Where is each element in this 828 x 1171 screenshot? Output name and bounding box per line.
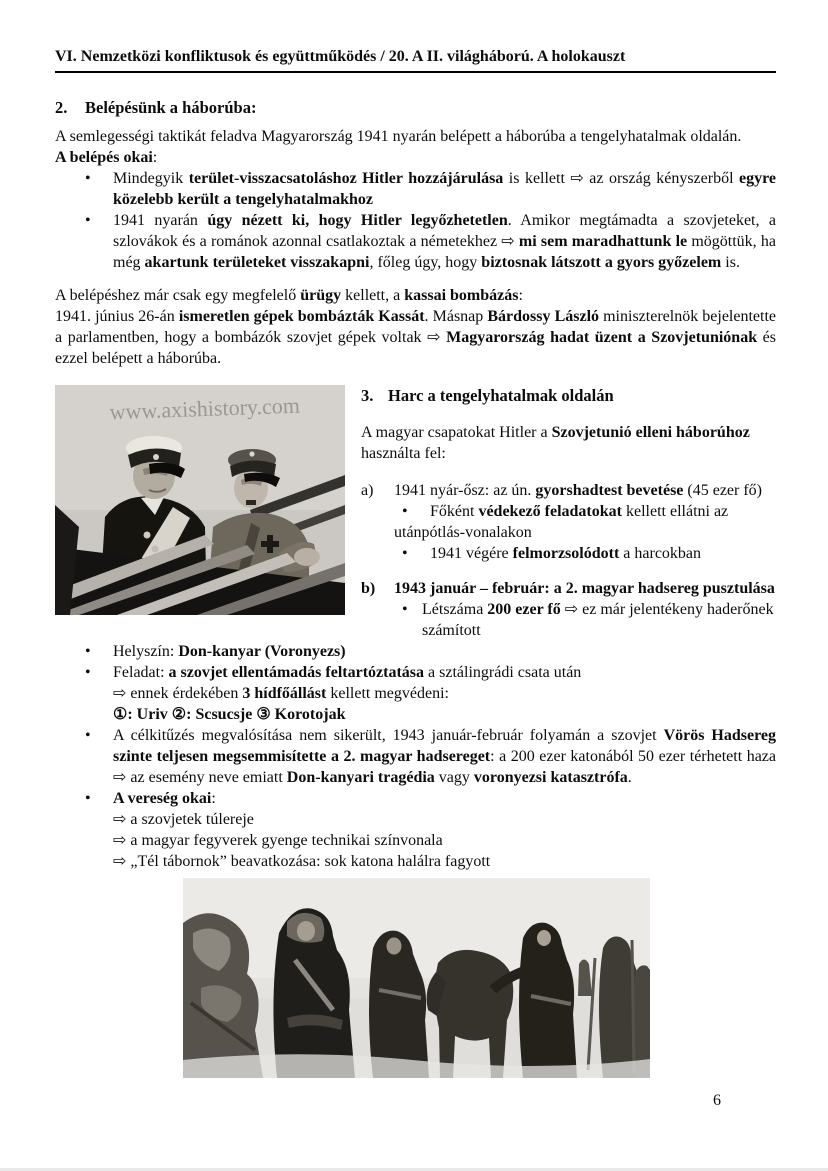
kassa-pretext: A belépéshez már csak egy megfelelő ürügy kellett, a kassai bombázás: (55, 287, 523, 304)
section-3-column (361, 385, 776, 641)
item-b-subbullet-1 (361, 599, 776, 641)
item-a-text: 1941 nyár-ősz: az ún. gyorshadtest bevetése (45 ezer fő) (394, 482, 763, 499)
section-3-number: 3. (361, 386, 374, 405)
kassa-paragraph (55, 285, 776, 369)
defeat-reason-2: ⇨ a magyar fegyverek gyenge technikai színvonala (113, 832, 443, 849)
item-a-subbullet-1 (361, 501, 776, 543)
winter-retreat-illustration (183, 878, 650, 1078)
location-text: Helyszín: Don-kanyar (Voronyezs) (113, 643, 346, 660)
bullet-dot: • (402, 503, 408, 520)
section-3-intro: A magyar csapatokat Hitler a Szovjetunió elleni háborúhoz használta fel: (361, 424, 750, 462)
chapter-header (55, 46, 776, 73)
section-3-title: Harc a tengelyhatalmak oldalán (388, 386, 614, 405)
section-2-title: Belépésünk a háborúba: (85, 98, 257, 117)
horthy-hitler-car-photo (55, 385, 345, 615)
list-item-b (361, 578, 776, 599)
two-column-block (55, 385, 776, 641)
kassa-text: 1941. június 26-án ismeretlen gépek bombázták Kassát. Másnap Bárdossy László miniszterelnök bejelentette a parlamentben, hogy a bombázók szovjet gépek voltak ⇨ Magyarország hadat üzent a Szovjetuniónak és ezzel belépett a háborúba. (55, 308, 777, 367)
list-item-defeat-reasons (55, 788, 776, 872)
section-3-heading (361, 385, 776, 406)
section-2-heading (55, 97, 776, 118)
intro-line-2: A belépés okai: (55, 149, 158, 166)
item-b-sub1-text: Létszáma 200 ezer fő ⇨ ez már jelentékeny haderőnek számított (422, 601, 774, 639)
outcome-text: A célkitűzés megvalósítása nem sikerült, 1943 január-február folyamán a szovjet Vörös Hadsereg szinte teljesen megsemmisítette a 2. magyar hadsereget: a 200 ezer katonából 50 ezer térhetett haza ⇨ az esemény neve emiatt Don-kanyari tragédia vagy voronyezsi katasztrófa. (113, 727, 777, 786)
task-line-1: • Feladat: a szovjet ellentámadás feltartóztatása a sztálingrádi csata után (113, 664, 582, 681)
defeat-reason-1: ⇨ a szovjetek túlereje (113, 811, 254, 828)
item-a-sub1-text: Főként védekező feladatokat kellett ellátni az utánpótlás-vonalakon (394, 503, 729, 541)
entry-reasons-list (55, 168, 776, 273)
entry-reason-2-text: 1941 nyarán úgy nézett ki, hogy Hitler legyőzhetetlen. Amikor megtámadta a szovjeteket, a szlovákok és a románok azonnal csatlakoztak a németekhez ⇨ mi sem maradhattunk le mögöttük, ha még akartunk területeket visszakapni, főleg úgy, hogy biztosnak látszott a gyors győzelem is. (113, 212, 777, 271)
list-item-location (55, 641, 776, 662)
task-line-2: ⇨ ennek érdekében 3 hídfőállást kellett megvédeni: (113, 685, 449, 702)
item-a-sub2-text: 1941 végére felmorzsolódott a harcokban (430, 545, 702, 562)
defeat-title: • A vereség okai: (113, 790, 216, 807)
winter-retreat-photo (183, 878, 650, 1078)
photo1-watermark: www.axishistory.com (109, 392, 301, 425)
page-footer (55, 1078, 776, 1111)
list-item-task (55, 662, 776, 725)
page-number: 6 (713, 1092, 721, 1109)
intro-paragraph (55, 126, 776, 168)
list-item-outcome (55, 725, 776, 788)
item-a-marker: a) (361, 482, 374, 499)
section-2-number: 2. (55, 98, 68, 117)
task-line-3: ①: Uriv ②: Scsucsje ③ Korotojak (113, 706, 346, 723)
chapter-header-title: VI. Nemzetközi konfliktusok és együttműködés / 20. A II. világháború. A holokauszt (55, 48, 626, 65)
bullet-dot: • (402, 545, 408, 562)
entry-reason-1-text: Mindegyik terület-visszacsatoláshoz Hitler hozzájárulása is kellett ⇨ az ország kényszerből egyre közelebb került a tengelyhatalmakhoz (113, 170, 777, 208)
list-item-a (361, 480, 776, 501)
don-bend-list (55, 641, 776, 872)
list-item-entry-reason-1 (55, 168, 776, 210)
defeat-reason-3: ⇨ „Tél tábornok” beavatkozása: sok katona halálra fagyott (113, 853, 491, 870)
item-b-marker: b) (361, 580, 376, 597)
item-a-subbullet-2 (361, 543, 776, 564)
item-b-text: 1943 január – február: a 2. magyar hadsereg pusztulása (394, 580, 775, 597)
bullet-dot: • (402, 601, 408, 618)
list-item-entry-reason-2 (55, 210, 776, 273)
intro-line-1: A semlegességi taktikát feladva Magyarország 1941 nyarán belépett a háborúba a tengelyhatalmak oldalán. (55, 128, 742, 145)
horthy-hitler-car-illustration (55, 385, 345, 615)
